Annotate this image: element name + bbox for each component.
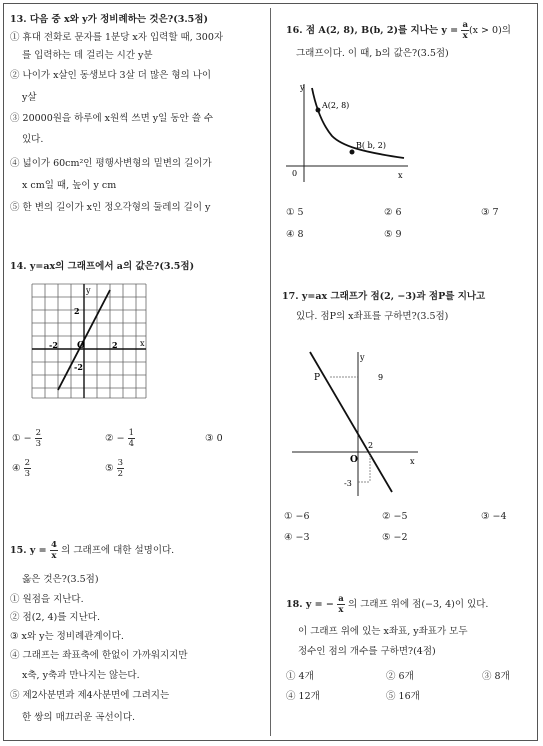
q17-y-label: y — [360, 353, 365, 362]
q14-x-label: x — [140, 339, 145, 348]
q14-tick-pos2y: 2 — [74, 306, 80, 316]
q13-option-4-cont: x cm일 때, 높이 y cm — [22, 180, 117, 191]
q17-tick-neg3: -3 — [344, 479, 352, 488]
q13-option-1[interactable]: ① 휴대 전화로 문자를 1분당 x자 입력할 때, 300자 — [10, 32, 224, 43]
q18-option-5[interactable]: ⑤ 16개 — [386, 691, 420, 702]
q16-option-2[interactable]: ② 6 — [384, 207, 402, 218]
q14-y-label: y — [86, 286, 91, 295]
q13-option-2[interactable]: ② 나이가 x살인 동생보다 3살 더 많은 형의 나이 — [10, 70, 212, 81]
q13-option-5[interactable]: ⑤ 한 변의 길이가 x인 정오각형의 둘레의 길이 y — [10, 202, 211, 213]
q15-option-3[interactable]: ③ x와 y는 정비례관계이다. — [10, 631, 124, 642]
q17-option-1[interactable]: ① −6 — [284, 511, 310, 522]
q15-option-5[interactable]: ⑤ 제2사분면과 제4사분면에 그려지는 — [10, 690, 170, 701]
q18-option-4[interactable]: ④ 12개 — [286, 691, 320, 702]
q16-x-label: x — [398, 171, 403, 180]
q14-graph — [30, 282, 148, 400]
q14-option-3[interactable]: ③ 0 — [205, 433, 223, 444]
q17-x-label: x — [410, 457, 415, 466]
q13-option-4[interactable]: ④ 넓이가 60cm²인 평행사변형의 밑변의 길이가 — [10, 158, 212, 169]
q15-subtitle: 옳은 것은?(3.5점) — [22, 574, 99, 585]
q16-option-5[interactable]: ⑤ 9 — [384, 229, 402, 240]
q16-option-1[interactable]: ① 5 — [286, 207, 304, 218]
q17-graph — [288, 346, 420, 498]
q14-tick-pos2x: 2 — [112, 340, 118, 350]
q15-option-2[interactable]: ② 점(2, 4)를 지난다. — [10, 612, 100, 623]
q16-option-4[interactable]: ④ 8 — [286, 229, 304, 240]
q18-line-3: 정수인 점의 개수를 구하면?(4점) — [298, 646, 436, 657]
q16-point-a: A(2, 8) — [322, 101, 350, 110]
q17-title: 17. y=ax 그래프가 점(2, −3)과 점P를 지나고 — [282, 291, 486, 302]
q13-option-2-cont: y살 — [22, 92, 37, 103]
q14-title: 14. y=ax의 그래프에서 a의 값은?(3.5점) — [10, 261, 195, 272]
q15-option-4-cont: x축, y축과 만나지는 않는다. — [22, 670, 140, 681]
q18-option-1[interactable]: ① 4개 — [286, 671, 314, 682]
q17-option-3[interactable]: ③ −4 — [481, 511, 507, 522]
column-divider — [270, 8, 271, 736]
q17-option-4[interactable]: ④ −3 — [284, 532, 310, 543]
q16-origin: 0 — [292, 169, 298, 178]
q14-origin: O — [77, 341, 85, 351]
q17-subtitle: 있다. 점P의 x좌표를 구하면?(3.5점) — [296, 311, 449, 322]
q16-graph — [282, 78, 412, 188]
q18-line-2: 이 그래프 위에 있는 x좌표, y좌표가 모두 — [298, 626, 468, 637]
q18-option-2[interactable]: ② 6개 — [386, 671, 414, 682]
q15-option-5-cont: 한 쌍의 매끄러운 곡선이다. — [22, 712, 136, 723]
q17-tick-2: 2 — [368, 441, 374, 450]
q17-point-p: P — [314, 373, 321, 383]
q14-option-5[interactable]: ⑤ $\frac{3}{2}$ — [105, 458, 123, 479]
q16-point-b: B( b, 2) — [356, 141, 386, 150]
q16-subtitle: 그래프이다. 이 때, b의 값은?(3.5점) — [296, 48, 449, 59]
q17-tick-9: 9 — [378, 373, 384, 382]
q15-option-1[interactable]: ① 원점을 지난다. — [10, 594, 84, 605]
q14-option-4[interactable]: ④ $\frac{2}{3}$ — [12, 458, 30, 479]
q14-option-1[interactable]: ① − $\frac{2}{3}$ — [12, 428, 41, 449]
q16-y-label: y — [300, 83, 305, 92]
q14-option-2[interactable]: ② − $\frac{1}{4}$ — [105, 428, 134, 449]
q17-origin: O — [350, 455, 358, 465]
q18-title: 18. y = − $\frac{a}{x}$ 의 그래프 위에 점(−3, 4)이 있다. — [286, 594, 489, 615]
q13-title: 13. 다음 중 x와 y가 정비례하는 것은?(3.5점) — [10, 14, 208, 25]
q13-option-3[interactable]: ③ 20000원을 하루에 x원씩 쓰면 y일 동안 쓸 수 — [10, 113, 214, 124]
q18-option-3[interactable]: ③ 8개 — [482, 671, 510, 682]
q14-tick-neg2y: -2 — [74, 362, 83, 372]
q16-title: 16. 점 A(2, 8), B(b, 2)를 지나는 y = $\frac{a}{x}$ (x > 0)의 — [286, 20, 511, 41]
q17-option-5[interactable]: ⑤ −2 — [382, 532, 408, 543]
q13-option-1-cont: 를 입력하는 데 걸리는 시간 y분 — [22, 50, 153, 61]
q15-option-4[interactable]: ④ 그래프는 좌표축에 한없이 가까워지지만 — [10, 650, 188, 661]
q16-option-3[interactable]: ③ 7 — [481, 207, 499, 218]
q14-tick-neg2x: -2 — [49, 340, 58, 350]
q15-title: 15. y = $\frac{4}{x}$ 의 그래프에 대한 설명이다. — [10, 540, 175, 561]
q13-option-3-cont: 있다. — [22, 134, 44, 145]
q17-option-2[interactable]: ② −5 — [382, 511, 408, 522]
